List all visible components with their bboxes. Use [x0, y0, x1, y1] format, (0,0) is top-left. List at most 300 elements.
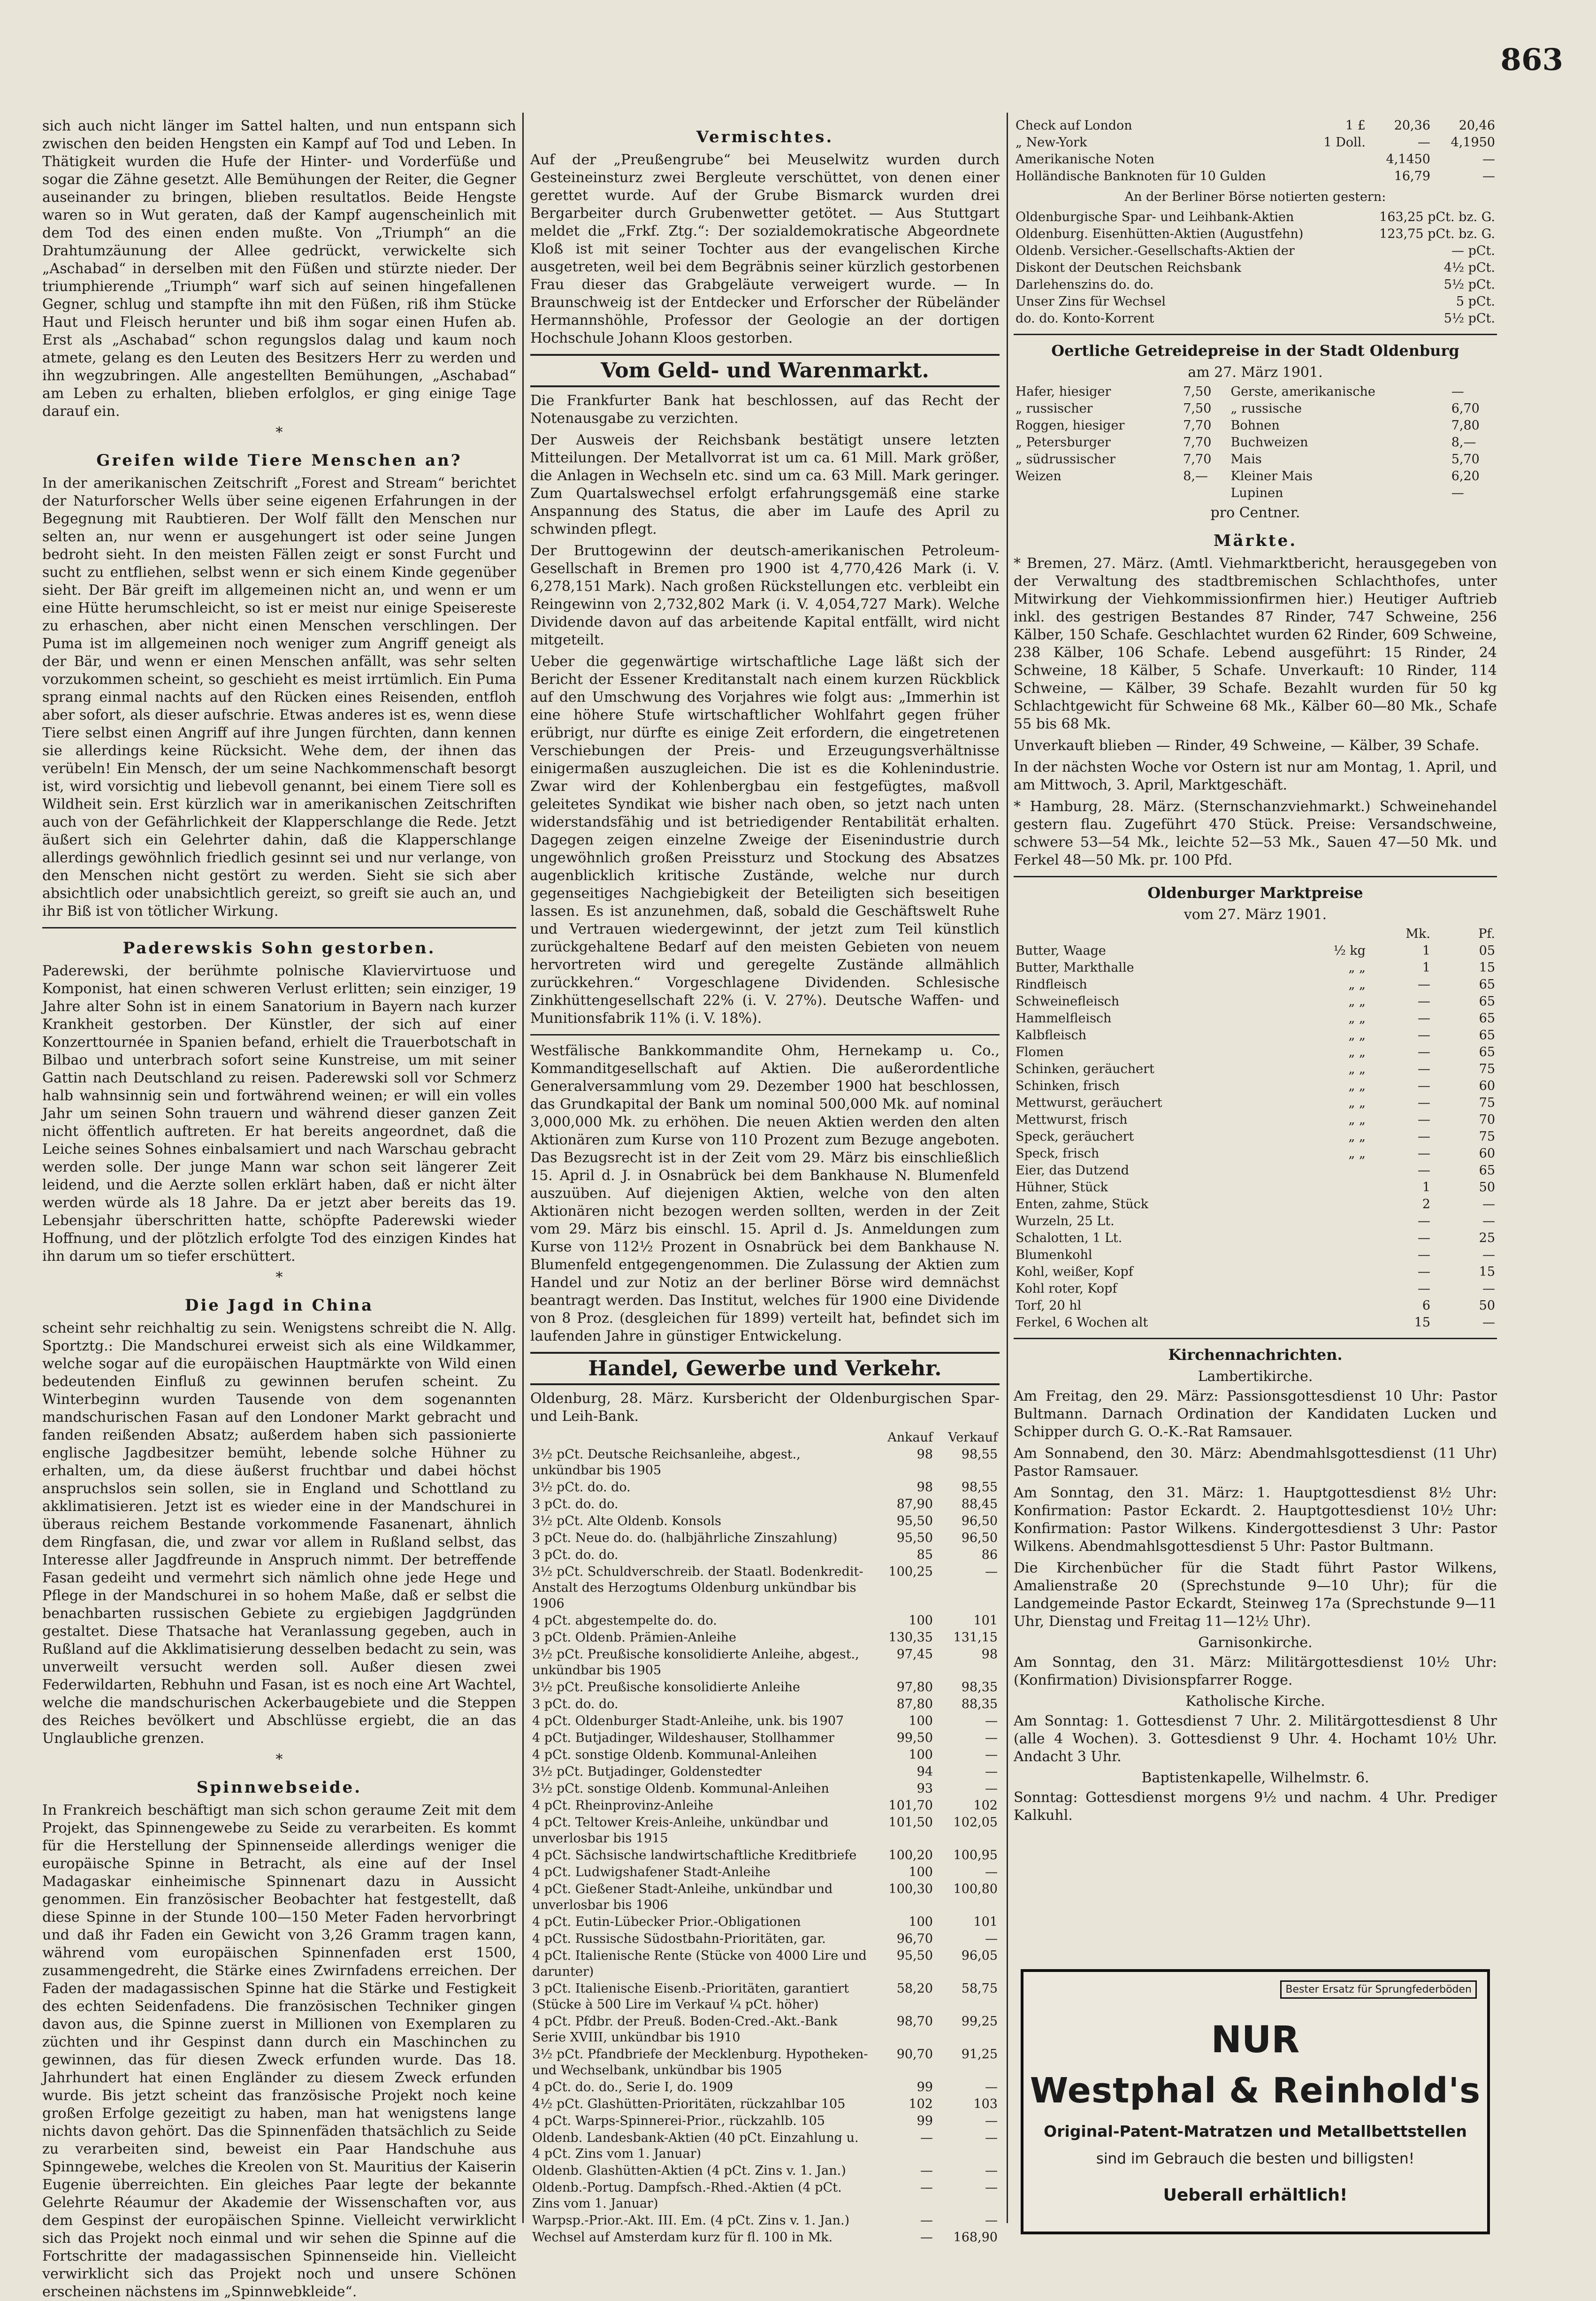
bond-row — [530, 1679, 1000, 1696]
table-cell: 95,50 — [896, 1948, 933, 1963]
table-cell: 4 pCt. Oldenburger Stadt-Anleihe, unk. bis 1907 — [532, 1714, 844, 1728]
table-cell: — — [985, 1565, 998, 1579]
table-cell: 4,1450 — [1386, 152, 1430, 167]
table-cell: 3 pCt. Italienische Eisenb.-Prioritäten, garantiert (Stücke à 500 Lire im Verkauf ¼ pCt. höher) — [532, 1981, 849, 2012]
table-cell: 100 — [909, 1915, 933, 1929]
fx-row — [1014, 226, 1497, 243]
table-cell: — — [1418, 1011, 1430, 1026]
market-price-row — [1014, 1230, 1497, 1247]
table-cell: 99 — [916, 2114, 933, 2128]
table-cell: Kohl, weißer, Kopf — [1016, 1265, 1133, 1279]
table-cell: 1 £ — [1345, 118, 1366, 133]
table-cell: 100,80 — [953, 1882, 998, 1896]
table-cell: 5,70 — [1451, 452, 1480, 467]
table-cell: 123,75 pCt. bz. G. — [1379, 227, 1495, 241]
table-cell: 1 Doll. — [1323, 135, 1366, 150]
article-text: sich auch nicht länger im Sattel halten, und nun entspann sich zwischen den beiden Hengsten ein Kampf auf Tod und Leben. In Thätigkeit wurden die Hufe der Hinter- und Vorderfüße und sogar die Zähne gesetzt. Alle Bemühungen der Reiter, die Gegner auseinander zu bringen, blieben resultatlos. Beide Hengste waren so in Wut geraten, daß der Kampf augenscheinlich mit dem Tod des einen enden mußte. Von „Triumph“ an die Drahtumzäunung der Allee gedrückt, verwickelte sich „Aschabad“ in derselben mit den Füßen und stürzte nieder. Der triumphierende „Triumph“ warf sich auf seinen hingefallenen Gegner, schlug und stampfte ihn mit den Füßen, riß ihm Stücke Haut und Fleisch herunter und biß ihm sogar einen Hufen ab. Erst als „Aschabad“ schon regungslos dalag und kaum noch atmete, gelang es den Leuten des Besitzers Herr zu werden und ihn wegzubringen. Alle angestellten Bemühungen, „Aschabad“ am Leben zu erhalten, blieben erfolglos, er ging einige Tage darauf ein. — [42, 118, 516, 420]
table-cell: — — [920, 2230, 933, 2245]
table-header-cell: Verkauf — [948, 1430, 998, 1445]
ad-firm-name: Westphal & Reinhold's — [1030, 2071, 1481, 2111]
grain-row — [1014, 400, 1497, 417]
bond-row — [530, 1547, 1000, 1564]
table-cell: 102,05 — [953, 1815, 998, 1830]
table-cell: 4 pCt. sonstige Oldenb. Kommunal-Anleihen — [532, 1748, 817, 1762]
column-3 — [1014, 117, 1497, 2232]
grain-row — [1014, 485, 1497, 502]
table-cell: Kohl roter, Kopf — [1016, 1281, 1117, 1296]
bond-row — [530, 1747, 1000, 1764]
table-cell: Warpsp.-Prior.-Akt. III. Em. (4 pCt. Zins v. 1. Jan.) — [532, 2213, 850, 2228]
table-cell: Flomen — [1016, 1045, 1064, 1059]
bond-row — [530, 1713, 1000, 1730]
table-cell: Butter, Markthalle — [1016, 960, 1134, 975]
table-cell: Hammelfleisch — [1016, 1011, 1112, 1026]
table-cell: 4,1950 — [1451, 135, 1495, 150]
table-cell: „ New-York — [1016, 135, 1087, 150]
table-cell: Oldenb. Versicher.-Gesellschafts-Aktien der — [1016, 244, 1295, 258]
table-cell: — — [985, 2180, 998, 2195]
market-price-row — [1014, 1112, 1497, 1128]
bond-row — [530, 2113, 1000, 2130]
table-cell: — — [1418, 1214, 1430, 1228]
table-cell: — — [1451, 486, 1464, 500]
table-cell: — — [1451, 384, 1464, 399]
table-cell: „ russischer — [1016, 401, 1093, 416]
table-cell: 100 — [909, 1748, 933, 1762]
ad-nur: NUR — [1211, 2019, 1300, 2061]
table-cell: 8,— — [1183, 469, 1208, 483]
unit-label: Pf. — [1478, 927, 1495, 941]
table-cell: 85 — [916, 1548, 933, 1562]
table-cell: — — [1482, 1248, 1495, 1262]
bond-row — [530, 1612, 1000, 1629]
table-cell: 94 — [916, 1764, 933, 1779]
divider — [42, 927, 516, 928]
bond-row — [530, 2046, 1000, 2079]
table-cell: „ russische — [1230, 401, 1302, 416]
table-cell: 3 pCt. do. do. — [532, 1497, 619, 1511]
bond-row — [530, 1914, 1000, 1931]
table-cell: 98,35 — [961, 1680, 998, 1695]
market-price-row — [1014, 1179, 1497, 1196]
church-text: Am Sonnabend, den 30. März: Abendmahlsgottesdienst (11 Uhr) Pastor Ramsauer. — [1014, 1445, 1497, 1480]
table-cell: Diskont der Deutschen Reichsbank — [1016, 261, 1241, 275]
rate-row — [1014, 293, 1497, 310]
table-cell: Oldenb. Landesbank-Aktien (40 pCt. Einzahlung u. 4 pCt. Zins vom 1. Januar) — [532, 2131, 859, 2161]
bond-row — [530, 1881, 1000, 1914]
table-cell: — — [1418, 1248, 1430, 1262]
church-name: Baptistenkapelle, Wilhelmstr. 6. — [1141, 1770, 1369, 1786]
ad-claim: sind im Gebrauch die besten und billigsten! — [1096, 2150, 1415, 2167]
table-cell: 4 pCt. do. do., Serie I, do. 1909 — [532, 2080, 733, 2094]
table-cell — [1303, 1230, 1367, 1247]
table-cell: 6,70 — [1451, 401, 1480, 416]
rate-row — [1014, 260, 1497, 276]
table-cell — [1303, 1213, 1367, 1230]
table-cell: 65 — [1479, 977, 1495, 992]
table-cell: 4 pCt. Eutin-Lübecker Prior.-Obligationen — [532, 1915, 801, 1929]
table-cell: 1 — [1422, 943, 1430, 958]
bond-row — [530, 1797, 1000, 1814]
church-text: Am Sonntag, den 31. März: 1. Hauptgottesdienst 8½ Uhr: Konfirmation: Pastor Eckardt. 2. Hauptgottesdienst 10½ Uhr: Konfirmation: Pastor Wilkens. Kindergottesdienst 3 Uhr: Pastor Wilkens. Abendmahlsgottesdienst 5 Uhr: Pastor Bultmann. — [1014, 1485, 1497, 1555]
grain-row — [1014, 384, 1497, 400]
market-price-date: vom 27. März 1901. — [1184, 906, 1327, 923]
table-cell: 88,45 — [961, 1497, 998, 1511]
table-cell: 4½ pCt. — [1443, 261, 1495, 275]
table-cell: Speck, geräuchert — [1016, 1129, 1134, 1144]
berlin-exchange-table — [1014, 209, 1497, 260]
table-cell: Gerste, amerikanische — [1230, 384, 1375, 399]
table-cell: 103 — [973, 2097, 998, 2111]
market-price-row — [1014, 1247, 1497, 1264]
table-cell: 101 — [973, 1613, 998, 1628]
table-cell — [1303, 168, 1367, 185]
table-cell: 87,80 — [896, 1697, 933, 1711]
table-cell: 86 — [981, 1548, 998, 1562]
market-price-row — [1014, 993, 1497, 1010]
market-price-row — [1014, 1044, 1497, 1061]
section-heading: Handel, Gewerbe und Verkehr. — [530, 1352, 1000, 1385]
table-cell: 3 pCt. Oldenb. Prämien-Anleihe — [532, 1630, 736, 1645]
table-cell: 95,50 — [896, 1514, 933, 1528]
divider — [1014, 334, 1497, 335]
market-price-row — [1014, 1010, 1497, 1027]
table-cell: 100,25 — [888, 1565, 933, 1579]
table-cell: 58,20 — [896, 1981, 933, 1996]
table-cell: „ Petersburger — [1016, 435, 1111, 450]
table-cell: Weizen — [1016, 469, 1061, 483]
table-cell: — — [1482, 1214, 1495, 1228]
table-cell: 50 — [1479, 1298, 1495, 1313]
table-cell: 130,35 — [888, 1630, 933, 1645]
table-cell: 4 pCt. abgestempelte do. do. — [532, 1613, 717, 1628]
table-cell: Oldenburg. Eisenhütten-Aktien (Augustfehn) — [1016, 227, 1304, 241]
article-text: Oldenburg, 28. März. Kursbericht der Oldenburgischen Spar- und Leih-Bank. — [530, 1390, 1000, 1425]
separator-star: * — [275, 424, 283, 441]
table-cell: 50 — [1479, 1180, 1495, 1195]
table-cell: — — [985, 1731, 998, 1745]
table-cell: 7,50 — [1183, 401, 1212, 416]
market-price-row — [1014, 1027, 1497, 1044]
table-cell: 131,15 — [953, 1630, 998, 1645]
table-cell: 101,70 — [888, 1798, 933, 1813]
table-cell: 75 — [1479, 1129, 1495, 1144]
table-cell: Oldenb. Glashütten-Aktien (4 pCt. Zins v. 1. Jan.) — [532, 2163, 846, 2178]
table-cell: 98 — [981, 1647, 998, 1662]
church-text: Am Sonntag: 1. Gottesdienst 7 Uhr. 2. Militärgottesdienst 8 Uhr (alle 4 Wochen). 3. Gottesdienst 9 Uhr. 4. Hochamt 10½ Uhr. Andacht 3 Uhr. — [1014, 1713, 1497, 1765]
market-price-row — [1014, 1281, 1497, 1297]
table-cell: 100 — [909, 1865, 933, 1879]
table-cell: 7,80 — [1451, 418, 1480, 433]
table-cell: „ „ — [1348, 1146, 1366, 1161]
table-cell — [1303, 1281, 1367, 1297]
article-text: Westfälische Bankkommandite Ohm, Hernekamp u. Co., Kommanditgesellschaft auf Aktien. Die außerordentliche Generalversammlung vom 29. Dezember 1900 hat beschlossen, das Grundkapital der Bank um nominal 500,000 Mk. auf nominal 3,000,000 Mk. zu erhöhen. Die neuen Aktien werden den alten Aktionären zum Kurse von 110 Prozent zum Bezuge angeboten. Das Bezugsrecht ist in der Zeit vom 29. März bis einschließlich 15. April d. J. in Osnabrück bei dem Bankhause N. Blumenfeld auszuüben. Auf diejenigen Aktien, welche von den alten Aktionären nicht bezogen werden sollten, werden in der Zeit vom 29. März bis einschl. 15. April d. Js. Anmeldungen zum Kurse von 112½ Prozent in Osnabrück bei dem Bankhause N. Blumenfeld entgegengenommen. Die Zulassung der Aktien zum Handel und zur Notiz an der berliner Börse wird demnächst beantragt werden. Das Institut, welches für 1900 eine Dividende von 8 Proz. (desgleichen für 1899) verteilt hat, befindet sich im laufenden Jahre in günstiger Entwickelung. — [530, 1043, 1000, 1344]
table-cell: Schinken, geräuchert — [1016, 1062, 1154, 1076]
market-price-row — [1014, 1078, 1497, 1095]
market-price-row — [1014, 1297, 1497, 1314]
article-text: Auf der „Preußengrube“ bei Meuselwitz wurden durch Gesteineinsturz zwei Bergleute verschüttet, von denen einer gerettet wurde. Auf der Grube Bismarck wurden drei Bergarbeiter durch Grubenwetter getötet. — Aus Stuttgart meldet die „Frkf. Ztg.“: Der sozialdemokratische Abgeordnete Kloß ist mit seiner Tochter aus der evangelischen Kirche ausgetreten, weil bei dem Begräbnis seiner kürzlich gestorbenen Frau dieser das Grabgeläute verweigert wurde. — In Braunschweig ist der Entdecker und Erforscher der Rübeländer Hermannshöhle, Professor der Geologie an der dortigen Hochschule Johann Kloos gestorben. — [530, 152, 1000, 346]
bond-row — [530, 1446, 1000, 1479]
table-header-row — [530, 1429, 1000, 1446]
table-cell: Kleiner Mais — [1230, 469, 1313, 483]
bond-row — [530, 2013, 1000, 2046]
table-cell: — — [985, 1764, 998, 1779]
market-price-row — [1014, 1145, 1497, 1162]
table-cell: 88,35 — [961, 1697, 998, 1711]
fx-row — [1014, 117, 1497, 134]
table-cell: Ferkel, 6 Wochen alt — [1016, 1315, 1148, 1330]
table-cell: 65 — [1479, 1028, 1495, 1043]
church-text: Am Freitag, den 29. März: Passionsgottesdienst 10 Uhr: Pastor Bultmann. Darnach Ordination der Kandidaten Lucken und Schipper durch G. O.-K.-Rat Ramsauer. — [1014, 1388, 1497, 1440]
table-cell: — — [1418, 1028, 1430, 1043]
table-cell: 15 — [1414, 1315, 1430, 1330]
fx-row — [1014, 209, 1497, 226]
table-cell: 100,20 — [888, 1848, 933, 1863]
table-cell: 75 — [1479, 1062, 1495, 1076]
table-cell — [1303, 1297, 1367, 1314]
table-cell: 168,90 — [953, 2230, 998, 2245]
table-cell — [1303, 1196, 1367, 1213]
table-cell: — — [1418, 1129, 1430, 1144]
table-cell: 7,70 — [1183, 435, 1212, 450]
table-cell: 05 — [1479, 943, 1495, 958]
bond-row — [530, 1496, 1000, 1513]
column-rule — [522, 113, 524, 2223]
table-cell — [1181, 485, 1229, 502]
table-cell: — — [1482, 152, 1495, 167]
bond-row — [530, 1780, 1000, 1797]
table-cell: Roggen, hiesiger — [1016, 418, 1125, 433]
market-text: In der nächsten Woche vor Ostern ist nur am Montag, 1. April, und am Mittwoch, 3. April, Marktgeschäft. — [1014, 759, 1497, 793]
table-cell: Kalbfleisch — [1016, 1028, 1087, 1043]
table-cell: 96,70 — [896, 1932, 933, 1946]
table-cell: Torf, 20 hl — [1016, 1298, 1082, 1313]
interest-rate-table — [1014, 260, 1497, 327]
table-cell — [1303, 1314, 1367, 1331]
table-cell: Hühner, Stück — [1016, 1180, 1108, 1195]
table-cell: 102 — [973, 1798, 998, 1813]
table-cell: 65 — [1479, 1011, 1495, 1026]
table-cell: 3½ pCt. sonstige Oldenb. Kommunal-Anleihen — [532, 1781, 829, 1796]
table-cell: — — [985, 1932, 998, 1946]
table-cell: 6,20 — [1451, 469, 1480, 483]
table-cell: 99 — [916, 2080, 933, 2094]
table-cell: — — [985, 1781, 998, 1796]
table-cell: 97,80 — [896, 1680, 933, 1695]
table-cell: — — [985, 2163, 998, 2178]
grain-row — [1014, 434, 1497, 451]
bond-row — [530, 2096, 1000, 2113]
table-cell: 60 — [1479, 1146, 1495, 1161]
table-cell: 96,50 — [961, 1514, 998, 1528]
table-cell: Amerikanische Noten — [1016, 152, 1155, 167]
table-cell: 3½ pCt. Deutsche Reichsanleihe, abgest., unkündbar bis 1905 — [532, 1447, 801, 1478]
table-cell: 4 pCt. Butjadinger, Wildeshauser, Stollhammer — [532, 1731, 834, 1745]
table-cell — [1303, 1162, 1367, 1179]
table-cell: 1 — [1422, 1180, 1430, 1195]
table-cell: Schalotten, 1 Lt. — [1016, 1231, 1123, 1245]
table-cell: 58,75 — [961, 1981, 998, 1996]
bond-row — [530, 1530, 1000, 1547]
table-cell: — — [1418, 1281, 1430, 1296]
table-cell: Wurzeln, 25 Lt. — [1016, 1214, 1115, 1228]
table-cell: 7,70 — [1183, 452, 1212, 467]
table-cell: — — [1418, 1265, 1430, 1279]
table-cell: — — [920, 2131, 933, 2145]
grain-row — [1014, 468, 1497, 485]
table-cell: 5½ pCt. — [1443, 311, 1495, 326]
table-cell: Lupinen — [1230, 486, 1283, 500]
table-cell: 100,30 — [888, 1882, 933, 1896]
table-cell: 4 pCt. Sächsische landwirtschaftliche Kreditbriefe — [532, 1848, 857, 1863]
church-text: Die Kirchenbücher für die Stadt führt Pastor Wilkens, Amalienstraße 20 (Sprechstunde 9—10 Uhr); für die Landgemeinde Pastor Eckardt, Steinweg 17a (Sprechstunde 9—11 Uhr, Dienstag und Freitag 11—12½ Uhr). — [1014, 1560, 1497, 1630]
table-cell: Butter, Waage — [1016, 943, 1106, 958]
table-cell: 3½ pCt. Preußische konsolidierte Anleihe — [532, 1680, 801, 1695]
table-cell: 4½ pCt. Glashütten-Prioritäten, rückzahlbar 105 — [532, 2097, 846, 2111]
table-cell: Blumenkohl — [1016, 1248, 1092, 1262]
table-cell: 3½ pCt. Pfandbriefe der Mecklenburg. Hypotheken- und Wechselbank, unkündbar bis 1905 — [532, 2047, 868, 2078]
article-heading: Die Jagd in China — [184, 1296, 374, 1315]
fx-row — [1014, 243, 1497, 260]
table-cell: 98,55 — [961, 1447, 998, 1462]
church-name: Katholische Kirche. — [1185, 1693, 1325, 1710]
bond-row — [530, 1814, 1000, 1847]
market-price-row — [1014, 1213, 1497, 1230]
table-header-row — [1014, 926, 1497, 943]
fx-note: An der Berliner Börse notierten gestern: — [1124, 190, 1386, 204]
table-cell: 4 pCt. Ludwigshafener Stadt-Anleihe — [532, 1865, 771, 1879]
table-cell: „ „ — [1348, 1062, 1366, 1076]
table-cell: — — [1482, 1315, 1495, 1330]
market-text: * Hamburg, 28. März. (Sternschanzviehmarkt.) Schweinehandel gestern flau. Zugeführt 470 Stück. Preise: Versandschweine, schwere 53—54 Mk., leichte 52—53 Mk., Sauen 47—50 Mk. und Ferkel 48—50 Mk. pr. 100 Pfd. — [1014, 798, 1497, 868]
bond-row — [530, 2229, 1000, 2246]
table-cell: 100,95 — [953, 1848, 998, 1863]
table-cell: — — [985, 1865, 998, 1879]
separator-star: * — [275, 1751, 283, 1768]
market-price-row — [1014, 959, 1497, 976]
table-cell: 91,25 — [961, 2047, 998, 2062]
table-cell: 95,50 — [896, 1531, 933, 1545]
table-cell: — — [1482, 169, 1495, 184]
table-cell: Holländische Banknoten für 10 Gulden — [1016, 169, 1266, 184]
bond-row — [530, 1980, 1000, 2013]
bond-row — [530, 1629, 1000, 1646]
table-cell: 16,79 — [1394, 169, 1430, 184]
article-text: Die Frankfurter Bank hat beschlossen, auf das Recht der Notenausgabe zu verzichten. — [530, 392, 1000, 427]
table-cell: ½ kg — [1333, 943, 1366, 958]
table-cell: — — [1418, 135, 1430, 150]
section-heading: Vom Geld- und Warenmarkt. — [530, 354, 1000, 387]
table-cell: 98,55 — [961, 1480, 998, 1495]
table-cell: 4 pCt. Russische Südostbahn-Prioritäten, gar. — [532, 1932, 826, 1946]
table-cell: 96,05 — [961, 1948, 998, 1963]
divider — [1014, 1338, 1497, 1339]
table-cell: — — [920, 2163, 933, 2178]
table-cell: 65 — [1479, 1163, 1495, 1178]
grain-row — [1014, 417, 1497, 434]
article-text: In Frankreich beschäftigt man sich schon geraume Zeit mit dem Projekt, das Spinnengewebe zu Seide zu verarbeiten. Es kommt für die Herstellung der Spinnenseide allerdings weniger die europäische Spinne in Betracht, als eine auf der Insel Madagaskar einheimische Spinnenart dazu in Aussicht genommen. Ein französischer Beobachter hat festgestellt, daß diese Spinne in der Stunde 100—150 Meter Faden hervorbringt und daß ihr Faden ein Gewicht von 3,26 Gramm tragen kann, während vom europäischen Spinnenfaden erst 1500, zusammengedreht, die Stärke eines Zwirnfadens erreichen. Der Faden der madagassischen Spinne hat die Stärke und Festigkeit des echten Seidenfadens. Die französischen Techniker gingen davon aus, die Spinne zuerst in Millionen von Exemplaren zu züchten und ihr Gespinst dann durch ein Maschinchen zu gewinnen, das für diesen Zweck erfunden wurde. Das 18. Jahrhundert hat einen Engländer zu diesem Zweck erfunden wurde. Bis jetzt scheint das französische Projekt noch keine großen Erfolge gezeitigt zu haben, man hat wenigstens lange nichts davon gehört. Das die Spinnenfäden thatsächlich zu Seide zu verarbeiten sind, beweist ein Paar Handschuhe aus Spinngewebe, welches die Kreolen von St. Mauritius der Kaiserin Eugenie überreichten. Ein gleiches Paar legte der bekannte Gelehrte Réaumur der Akademie der Wissenschaften vor, aus dem Gespinst der europäischen Spinne. Vielleicht verwirklicht sich das Projekt noch einmal und wir sehen die Spinne auf die Fortschritte der madagassischen Spinnenseide hin. Vielleicht verwirklicht sich das Projekt noch und unsere Schönen erscheinen nächstens im „Spinnwebkleide“. — [42, 1802, 516, 2300]
table-cell: 15 — [1479, 1265, 1495, 1279]
table-cell: „ „ — [1348, 1079, 1366, 1093]
table-cell — [1303, 1264, 1367, 1281]
fx-row — [1014, 168, 1497, 185]
table-cell: „ „ — [1348, 1045, 1366, 1059]
bond-row — [530, 2130, 1000, 2163]
table-cell: „ „ — [1348, 1129, 1366, 1144]
table-cell: 101,50 — [888, 1815, 933, 1830]
market-price-row — [1014, 1162, 1497, 1179]
table-cell: 60 — [1479, 1079, 1495, 1093]
table-cell: 4 pCt. Warps-Spinnerei-Prior., rückzahlb. 105 — [532, 2114, 825, 2128]
table-cell: Oldenburgische Spar- und Leihbank-Aktien — [1016, 210, 1294, 224]
table-cell: Mettwurst, frisch — [1016, 1112, 1128, 1127]
table-cell: 3 pCt. do. do. — [532, 1548, 619, 1562]
table-header-cell: Ankauf — [887, 1430, 933, 1445]
market-text: * Bremen, 27. März. (Amtl. Viehmarktbericht, herausgegeben von der Verwaltung des stadtbremischen Schlachthofes, unter Mitwirkung der Viehkommissionfirmen hier.) Heutiger Auftrieb inkl. des gestrigen Bestandes 87 Rinder, 747 Schweine, 256 Kälber, 150 Schafe. Geschlachtet wurden 62 Rinder, 609 Schweine, 238 Kälber, 106 Schafe. Lebend ausgeführt: 15 Rinder, 24 Schweine, 18 Kälber, 5 Schafe. Unverkauft: 10 Rinder, 114 Schweine, — Kälber, 39 Schafe. Bezahlt wurden für 50 kg Schlachtgewicht für Schweine 68 Mk., Kälber 60—80 Mk., Schafe 55 bis 68 Mk. — [1014, 555, 1497, 732]
table-cell: „ „ — [1348, 960, 1366, 975]
bond-row — [530, 2079, 1000, 2096]
table-cell: 100 — [909, 1613, 933, 1628]
table-cell: 3½ pCt. Schuldverschreib. der Staatl. Bodenkredit-Anstalt des Herzogtums Oldenburg unkündbar bis 1906 — [532, 1565, 863, 1611]
grain-price-table — [1014, 384, 1497, 502]
table-cell: Wechsel auf Amsterdam kurz für fl. 100 in Mk. — [532, 2230, 833, 2245]
table-cell: „ südrussischer — [1016, 452, 1115, 467]
unit-label: Mk. — [1405, 927, 1430, 941]
church-name: Lambertikirche. — [1198, 1368, 1313, 1385]
bond-row — [530, 2179, 1000, 2212]
table-cell: 20,36 — [1394, 118, 1430, 133]
market-price-row — [1014, 1264, 1497, 1281]
column-1 — [42, 117, 516, 2300]
table-cell: — — [1418, 1079, 1430, 1093]
table-cell: — — [1418, 1146, 1430, 1161]
church-heading: Kirchennachrichten. — [1168, 1346, 1343, 1364]
table-cell: — — [1418, 1231, 1430, 1245]
bond-price-table — [530, 1429, 1000, 2246]
table-cell: 4 pCt. Italienische Rente (Stücke von 4000 Lire und darunter) — [532, 1948, 867, 1979]
bond-row — [530, 1948, 1000, 1980]
table-cell: „ „ — [1348, 977, 1366, 992]
market-price-heading: Oldenburger Marktpreise — [1147, 884, 1363, 902]
table-cell: — — [1418, 977, 1430, 992]
bond-row — [530, 1847, 1000, 1864]
church-text: Sonntag: Gottesdienst morgens 9½ und nachm. 4 Uhr. Prediger Kalkuhl. — [1014, 1789, 1497, 1824]
bond-row — [530, 1864, 1000, 1881]
table-cell: 98,70 — [896, 2014, 933, 2029]
table-cell: 5½ pCt. — [1443, 277, 1495, 292]
table-cell: 2 — [1422, 1197, 1430, 1212]
divider — [1014, 876, 1497, 877]
table-cell: — — [1418, 1096, 1430, 1110]
bond-row — [530, 1931, 1000, 1948]
separator-star: * — [275, 1269, 283, 1286]
table-cell: — — [985, 2131, 998, 2145]
divider — [530, 1034, 1000, 1035]
article-text: Paderewski, der berühmte polnische Klaviervirtuose und Komponist, hat einen schweren Verlust erlitten; sein einziger, 19 Jahre alter Sohn ist in einem Sanatorium in Bayern nach kurzer Krankheit gestorben. Der Künstler, der sich auf einer Konzerttournée in Spanien befand, erhielt die Trauerbotschaft in Bilbao und unterbrach sofort seine Kunstreise, um mit seiner Gattin nach Deutschland zu reisen. Paderewski soll vor Schmerz halb wahnsinnig sein und fortwährend weinen; er will ein volles Jahr um seinen Sohn trauern und während dieser ganzen Zeit nicht öffentlich auftreten. Er hat bereits angeordnet, daß die Leiche seines Sohnes einbalsamiert und nach Warschau gebracht werden solle. Der junge Mann war schon seit längerer Zeit leidend, und die Aerzte sollen erklärt haben, daß er nicht älter werden würde als 18 Jahre. Da er jetzt aber bereits das 19. Lebensjahr überschritten hatte, schöpfte Paderewski wieder Hoffnung, und der plötzlich erfolgte Tod des einzigen Kindes hat ihn darum um so tiefer erschüttert. — [42, 963, 516, 1265]
column-2 — [530, 117, 1000, 2245]
bond-row — [530, 1696, 1000, 1713]
mattress-advertisement — [1021, 1969, 1490, 2234]
table-cell: 101 — [973, 1915, 998, 1929]
table-cell: — — [985, 2080, 998, 2094]
table-cell: 4 pCt. Gießener Stadt-Anleihe, unkündbar und unverlosbar bis 1906 — [532, 1882, 833, 1912]
table-cell: 98 — [916, 1480, 933, 1495]
table-cell: Schinken, frisch — [1016, 1079, 1120, 1093]
table-cell: Eier, das Dutzend — [1016, 1163, 1130, 1178]
table-cell: Schweinefleisch — [1016, 994, 1120, 1009]
table-cell: 6 — [1422, 1298, 1430, 1313]
fx-row — [1014, 134, 1497, 151]
